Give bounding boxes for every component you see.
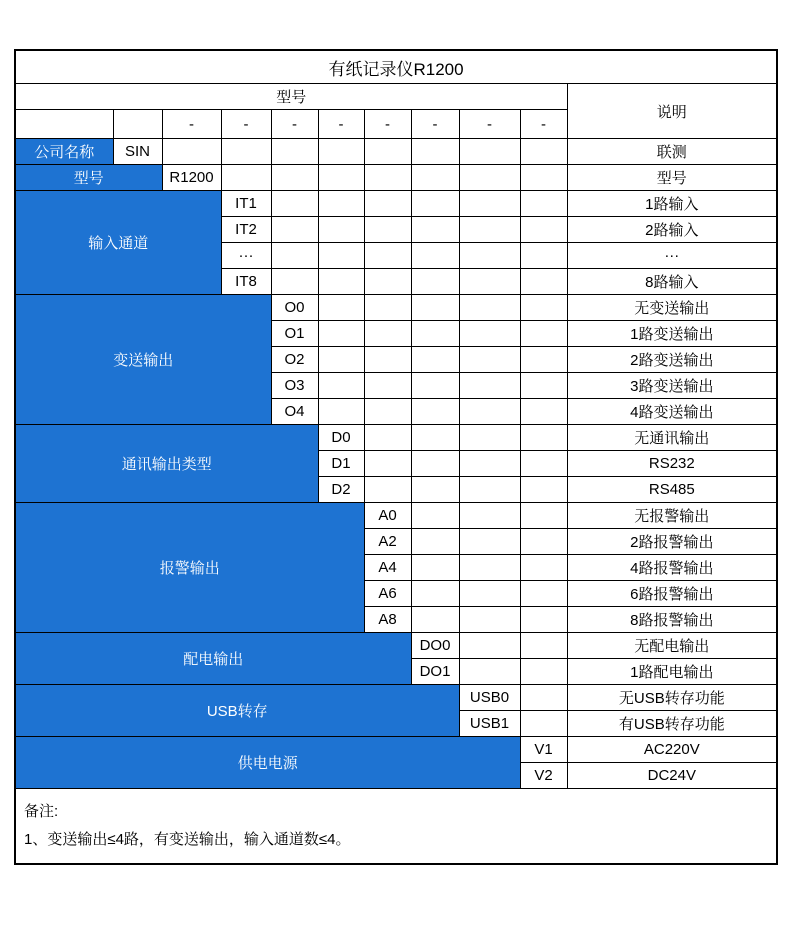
- model-selection-table: [14, 49, 778, 865]
- option-code-cell: ···: [221, 243, 271, 269]
- option-row: [15, 191, 777, 217]
- empty-cell: [271, 191, 318, 217]
- empty-cell: [459, 373, 520, 399]
- empty-cell: [459, 451, 520, 477]
- option-description-cell: 无报警输出: [567, 503, 777, 529]
- empty-cell: [364, 373, 411, 399]
- empty-cell: [318, 191, 364, 217]
- empty-cell: [364, 165, 411, 191]
- dash-separator-cell: -: [271, 110, 318, 139]
- empty-cell: [411, 529, 459, 555]
- empty-cell: [411, 217, 459, 243]
- empty-cell: [318, 399, 364, 425]
- empty-cell: [520, 633, 567, 659]
- empty-cell: [459, 581, 520, 607]
- empty-cell: [459, 633, 520, 659]
- option-row: [15, 295, 777, 321]
- empty-cell: [364, 191, 411, 217]
- empty-cell: [459, 555, 520, 581]
- dash-separator-cell: -: [520, 110, 567, 139]
- option-description-cell: 有USB转存功能: [567, 711, 777, 737]
- model-column-header: 型号: [15, 84, 567, 110]
- dash-separator-cell: -: [318, 110, 364, 139]
- empty-cell: [411, 503, 459, 529]
- option-code-cell: A8: [364, 607, 411, 633]
- option-row: [15, 685, 777, 711]
- option-code-cell: O4: [271, 399, 318, 425]
- empty-cell: [459, 399, 520, 425]
- empty-cell: [318, 243, 364, 269]
- empty-cell: [411, 477, 459, 503]
- empty-cell: [411, 555, 459, 581]
- empty-cell: [113, 110, 162, 139]
- empty-cell: [459, 295, 520, 321]
- empty-cell: [411, 269, 459, 295]
- option-code-cell: IT8: [221, 269, 271, 295]
- option-description-cell: AC220V: [567, 737, 777, 763]
- notes-row: [15, 789, 777, 865]
- empty-cell: [15, 110, 113, 139]
- option-description-cell: 无变送输出: [567, 295, 777, 321]
- empty-cell: [411, 425, 459, 451]
- empty-cell: [318, 217, 364, 243]
- option-description-cell: 4路变送输出: [567, 399, 777, 425]
- empty-cell: [520, 165, 567, 191]
- option-code-cell: A6: [364, 581, 411, 607]
- option-description-cell: 无配电输出: [567, 633, 777, 659]
- category-label-cell: 通讯输出类型: [15, 425, 318, 503]
- option-code-cell: O1: [271, 321, 318, 347]
- empty-cell: [271, 243, 318, 269]
- notes-title: 备注:: [24, 803, 59, 820]
- empty-cell: [364, 425, 411, 451]
- empty-cell: [411, 321, 459, 347]
- empty-cell: [271, 139, 318, 165]
- empty-cell: [520, 269, 567, 295]
- empty-cell: [411, 295, 459, 321]
- option-code-cell: D1: [318, 451, 364, 477]
- empty-cell: [459, 191, 520, 217]
- empty-cell: [271, 217, 318, 243]
- empty-cell: [411, 243, 459, 269]
- option-description-cell: DC24V: [567, 763, 777, 789]
- empty-cell: [411, 373, 459, 399]
- option-description-cell: 2路变送输出: [567, 347, 777, 373]
- option-description-cell: RS232: [567, 451, 777, 477]
- empty-cell: [364, 269, 411, 295]
- option-row: [15, 737, 777, 763]
- empty-cell: [459, 243, 520, 269]
- option-row: [15, 139, 777, 165]
- empty-cell: [459, 659, 520, 685]
- option-row: [15, 633, 777, 659]
- empty-cell: [520, 659, 567, 685]
- empty-cell: [459, 321, 520, 347]
- empty-cell: [221, 165, 271, 191]
- empty-cell: [520, 425, 567, 451]
- empty-cell: [411, 607, 459, 633]
- empty-cell: [364, 321, 411, 347]
- empty-cell: [364, 139, 411, 165]
- empty-cell: [411, 451, 459, 477]
- empty-cell: [459, 607, 520, 633]
- option-code-cell: SIN: [113, 139, 162, 165]
- empty-cell: [364, 477, 411, 503]
- category-label-cell: 配电输出: [15, 633, 411, 685]
- category-label-cell: 变送输出: [15, 295, 271, 425]
- option-description-cell: 无通讯输出: [567, 425, 777, 451]
- option-description-cell: 联测: [567, 139, 777, 165]
- option-description-cell: 1路变送输出: [567, 321, 777, 347]
- empty-cell: [520, 321, 567, 347]
- empty-cell: [364, 399, 411, 425]
- empty-cell: [520, 503, 567, 529]
- category-label-cell: 型号: [15, 165, 162, 191]
- title-row: [15, 50, 777, 84]
- empty-cell: [520, 607, 567, 633]
- option-row: [15, 503, 777, 529]
- empty-cell: [271, 165, 318, 191]
- empty-cell: [520, 477, 567, 503]
- empty-cell: [411, 347, 459, 373]
- notes-line: 1、变送输出≤4路，有变送输出，输入通道数≤4。: [24, 831, 351, 848]
- empty-cell: [411, 191, 459, 217]
- option-code-cell: IT2: [221, 217, 271, 243]
- empty-cell: [364, 347, 411, 373]
- category-label-cell: 输入通道: [15, 191, 221, 295]
- dash-separator-cell: -: [364, 110, 411, 139]
- option-description-cell: 1路输入: [567, 191, 777, 217]
- empty-cell: [459, 425, 520, 451]
- empty-cell: [520, 451, 567, 477]
- option-description-cell: 2路输入: [567, 217, 777, 243]
- empty-cell: [520, 217, 567, 243]
- option-code-cell: USB1: [459, 711, 520, 737]
- empty-cell: [364, 217, 411, 243]
- option-row: [15, 425, 777, 451]
- empty-cell: [459, 503, 520, 529]
- page-title: 有纸记录仪R1200: [15, 50, 777, 84]
- option-code-cell: O0: [271, 295, 318, 321]
- empty-cell: [459, 347, 520, 373]
- category-label-cell: 供电电源: [15, 737, 520, 789]
- option-code-cell: V1: [520, 737, 567, 763]
- empty-cell: [364, 451, 411, 477]
- empty-cell: [364, 295, 411, 321]
- option-code-cell: V2: [520, 763, 567, 789]
- empty-cell: [459, 217, 520, 243]
- option-description-cell: 1路配电输出: [567, 659, 777, 685]
- empty-cell: [459, 477, 520, 503]
- option-code-cell: DO1: [411, 659, 459, 685]
- option-code-cell: USB0: [459, 685, 520, 711]
- empty-cell: [411, 165, 459, 191]
- option-description-cell: 3路变送输出: [567, 373, 777, 399]
- empty-cell: [318, 321, 364, 347]
- dash-separator-cell: -: [162, 110, 221, 139]
- empty-cell: [520, 399, 567, 425]
- empty-cell: [271, 269, 318, 295]
- empty-cell: [520, 373, 567, 399]
- empty-cell: [520, 529, 567, 555]
- option-code-cell: A4: [364, 555, 411, 581]
- empty-cell: [411, 399, 459, 425]
- empty-cell: [411, 139, 459, 165]
- option-description-cell: 型号: [567, 165, 777, 191]
- option-code-cell: A2: [364, 529, 411, 555]
- empty-cell: [520, 685, 567, 711]
- empty-cell: [520, 347, 567, 373]
- empty-cell: [318, 347, 364, 373]
- option-code-cell: D0: [318, 425, 364, 451]
- option-code-cell: O2: [271, 347, 318, 373]
- empty-cell: [520, 581, 567, 607]
- empty-cell: [318, 165, 364, 191]
- option-row: [15, 165, 777, 191]
- option-description-cell: 无USB转存功能: [567, 685, 777, 711]
- description-column-header: 说明: [567, 84, 777, 139]
- empty-cell: [221, 139, 271, 165]
- dash-separator-cell: -: [411, 110, 459, 139]
- option-description-cell: 6路报警输出: [567, 581, 777, 607]
- empty-cell: [459, 269, 520, 295]
- option-description-cell: 8路输入: [567, 269, 777, 295]
- empty-cell: [520, 295, 567, 321]
- option-code-cell: O3: [271, 373, 318, 399]
- option-code-cell: A0: [364, 503, 411, 529]
- empty-cell: [520, 555, 567, 581]
- empty-cell: [520, 139, 567, 165]
- category-label-cell: USB转存: [15, 685, 459, 737]
- dash-separator-cell: -: [459, 110, 520, 139]
- header-row: [15, 84, 777, 110]
- empty-cell: [520, 243, 567, 269]
- option-code-cell: DO0: [411, 633, 459, 659]
- notes-cell: [15, 789, 777, 865]
- option-code-cell: D2: [318, 477, 364, 503]
- empty-cell: [318, 269, 364, 295]
- empty-cell: [520, 711, 567, 737]
- empty-cell: [162, 139, 221, 165]
- empty-cell: [364, 243, 411, 269]
- empty-cell: [411, 581, 459, 607]
- option-description-cell: 2路报警输出: [567, 529, 777, 555]
- empty-cell: [459, 529, 520, 555]
- empty-cell: [318, 295, 364, 321]
- option-description-cell: RS485: [567, 477, 777, 503]
- empty-cell: [459, 139, 520, 165]
- option-description-cell: 8路报警输出: [567, 607, 777, 633]
- category-label-cell: 公司名称: [15, 139, 113, 165]
- category-label-cell: 报警输出: [15, 503, 364, 633]
- dash-separator-cell: -: [221, 110, 271, 139]
- empty-cell: [318, 373, 364, 399]
- empty-cell: [318, 139, 364, 165]
- option-code-cell: R1200: [162, 165, 221, 191]
- option-code-cell: IT1: [221, 191, 271, 217]
- empty-cell: [459, 165, 520, 191]
- option-description-cell: 4路报警输出: [567, 555, 777, 581]
- option-description-cell: ···: [567, 243, 777, 269]
- empty-cell: [520, 191, 567, 217]
